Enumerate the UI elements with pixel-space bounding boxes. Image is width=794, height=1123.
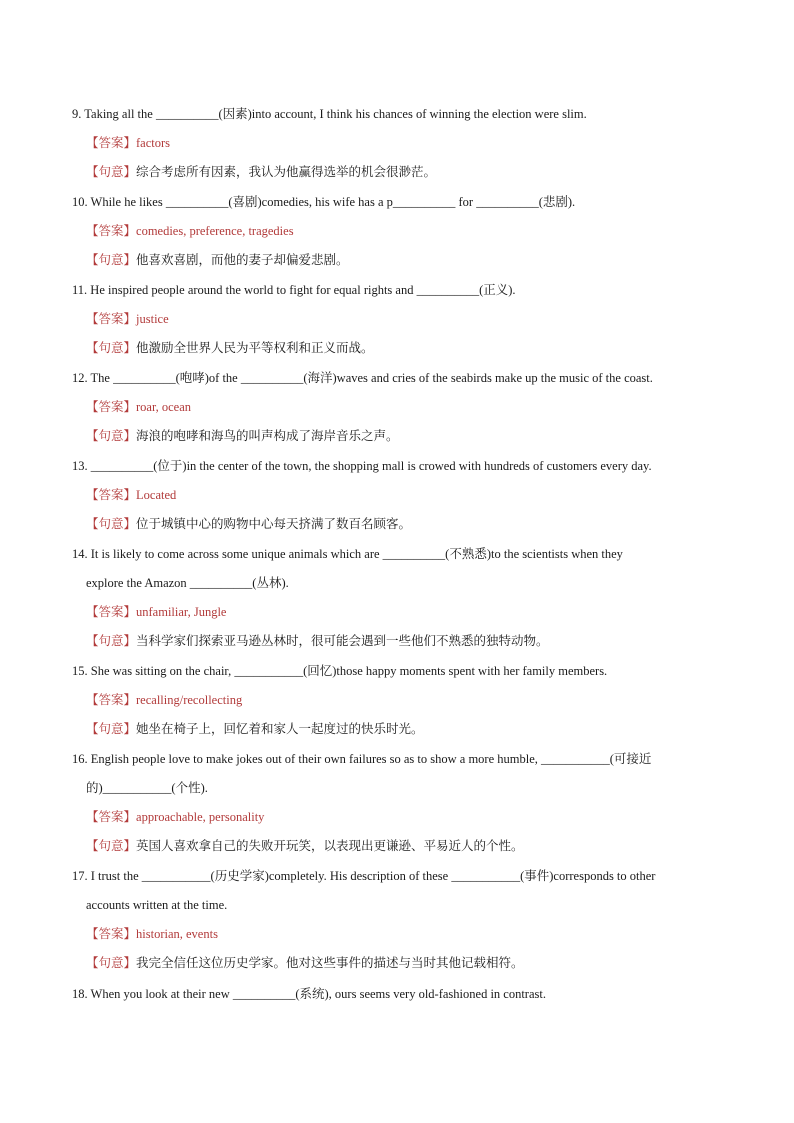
meaning-17: 【句意】我完全信任这位历史学家。他对这些事件的描述与当时其他记载相符。 [86, 955, 524, 970]
question-16-cont: 的)___________(个性). [86, 781, 208, 795]
answer-17: 【答案】historian, events [86, 927, 218, 941]
meaning-10: 【句意】他喜欢喜剧，而他的妻子却偏爱悲剧。 [86, 252, 349, 267]
question-12: 12. The __________(咆哮)of the __________(海洋)waves and cries of the seabirds make up the music of the coast. [72, 371, 653, 385]
meaning-14: 【句意】当科学家们探索亚马逊丛林时，很可能会遇到一些他们不熟悉的独特动物。 [86, 633, 549, 648]
question-11: 11. He inspired people around the world to fight for equal rights and __________(正义). [72, 283, 516, 297]
answer-9: 【答案】factors [86, 136, 171, 150]
question-16: 16. English people love to make jokes out of their own failures so as to show a more humble, ___________(可接近 [72, 752, 652, 766]
question-18: 18. When you look at their new __________(系统), ours seems very old-fashioned in contrast. [72, 987, 546, 1001]
answer-10: 【答案】comedies, preference, tragedies [86, 224, 294, 238]
question-9: 9. Taking all the __________(因素)into account, I think his chances of winning the election were slim. [72, 107, 587, 121]
meaning-15: 【句意】她坐在椅子上，回忆着和家人一起度过的快乐时光。 [86, 721, 424, 736]
question-14: 14. It is likely to come across some unique animals which are __________(不熟悉)to the scientists when they [72, 547, 623, 561]
question-17: 17. I trust the ___________(历史学家)completely. His description of these ___________(事件)corresponds to other [72, 869, 656, 883]
answer-12: 【答案】roar, ocean [86, 400, 192, 414]
meaning-11: 【句意】他激励全世界人民为平等权利和正义而战。 [86, 340, 374, 355]
answer-16: 【答案】approachable, personality [86, 810, 265, 824]
meaning-16: 【句意】英国人喜欢拿自己的失败开玩笑，以表现出更谦逊、平易近人的个性。 [86, 838, 524, 853]
question-15: 15. She was sitting on the chair, ___________(回忆)those happy moments spent with her family members. [72, 664, 608, 678]
answer-15: 【答案】recalling/recollecting [86, 693, 243, 707]
question-13: 13. __________(位于)in the center of the town, the shopping mall is crowed with hundreds of customers every day. [72, 459, 652, 473]
question-14-cont: explore the Amazon __________(丛林). [86, 576, 289, 590]
meaning-12: 【句意】海浪的咆哮和海鸟的叫声构成了海岸音乐之声。 [86, 428, 399, 443]
answer-11: 【答案】justice [86, 312, 169, 326]
answer-13: 【答案】Located [86, 488, 177, 502]
meaning-13: 【句意】位于城镇中心的购物中心每天挤满了数百名顾客。 [86, 516, 412, 531]
answer-14: 【答案】unfamiliar, Jungle [86, 605, 227, 619]
meaning-9: 【句意】综合考虑所有因素，我认为他赢得选举的机会很渺茫。 [86, 164, 437, 179]
question-17-cont: accounts written at the time. [86, 898, 228, 912]
question-10: 10. While he likes __________(喜剧)comedies, his wife has a p__________ for __________(悲剧). [72, 195, 576, 209]
